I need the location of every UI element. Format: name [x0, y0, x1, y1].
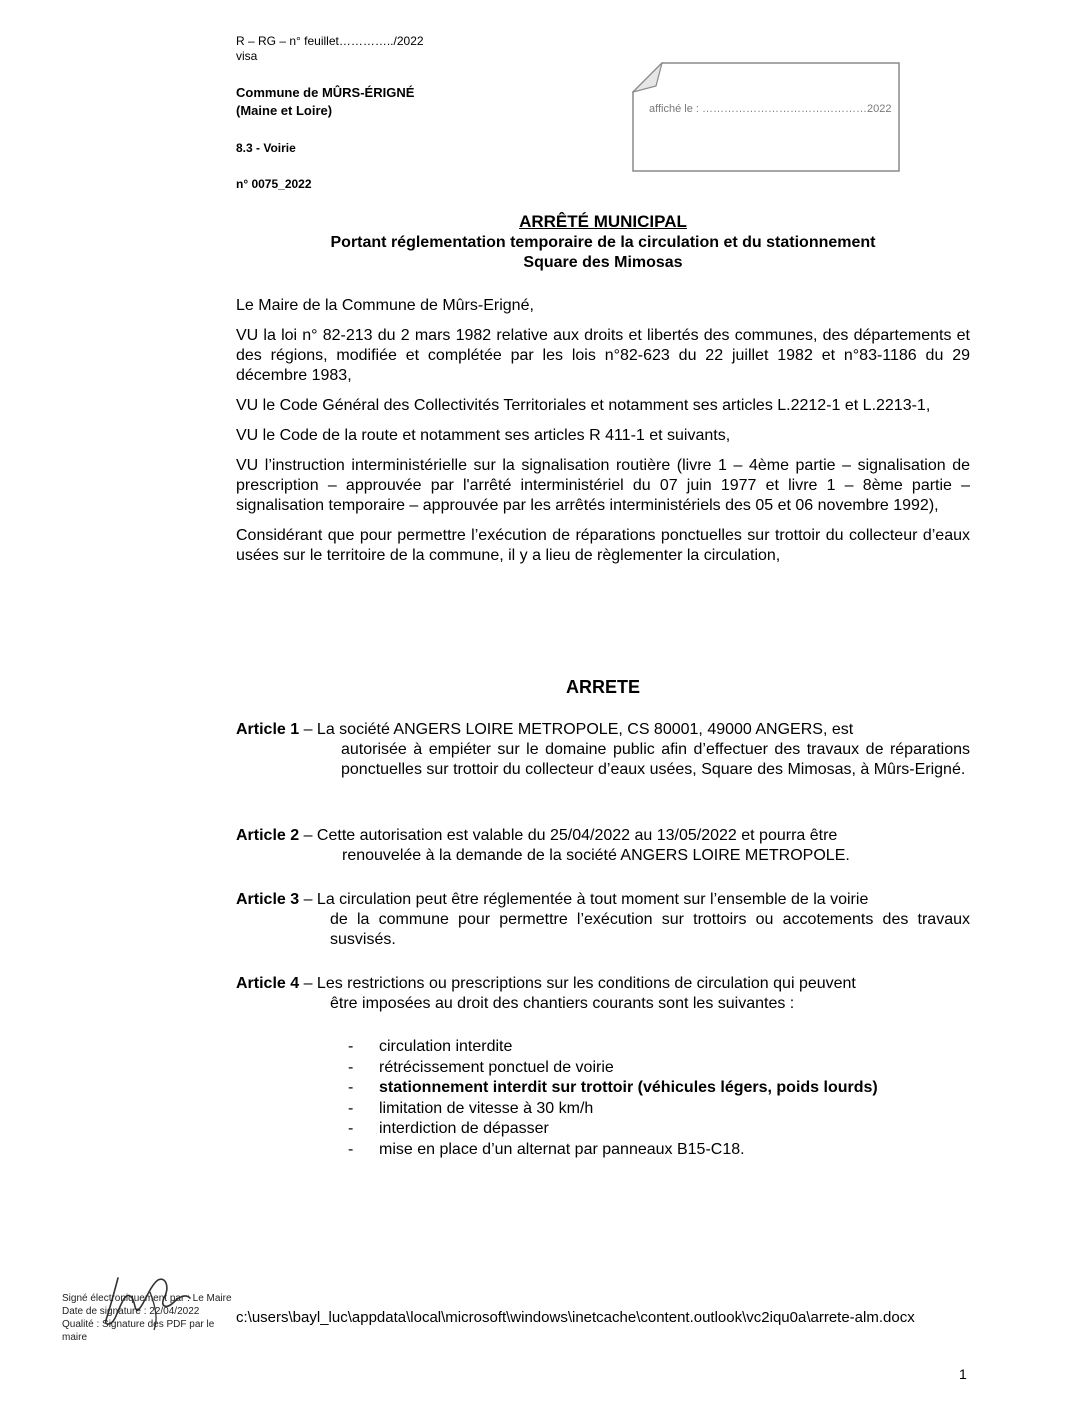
- arrete-number: n° 0075_2022: [236, 177, 312, 191]
- article-2: [236, 826, 970, 866]
- article-text: être imposées au droit des chantiers courants sont les suivantes :: [330, 995, 795, 1012]
- list-item: - interdiction de dépasser: [348, 1120, 549, 1137]
- signature-signer: Signé électroniquement par : Le Maire: [62, 1293, 232, 1304]
- reference-line: R – RG – n° feuillet…………../2022: [236, 34, 424, 48]
- document-location: Square des Mimosas: [523, 254, 683, 271]
- preamble-paragraph: VU le Code Général des Collectivités Territoriales et notamment ses articles L.2212-1 et L.2213-1,: [236, 397, 931, 414]
- article-text: – La société ANGERS LOIRE METROPOLE, CS 80001, 49000 ANGERS, est: [299, 721, 854, 738]
- file-path: c:\users\bayl_luc\appdata\local\microsoft\windows\inetcache\content.outlook\vc2iqu0a\arrete-alm.docx: [236, 1309, 915, 1326]
- article-heading: Article 2: [236, 827, 300, 844]
- arrete-heading: ARRETE: [565, 677, 640, 697]
- page-number: 1: [959, 1366, 967, 1382]
- list-item: - circulation interdite: [348, 1038, 513, 1055]
- preamble-paragraph: Considérant que pour permettre l’exécution de réparations ponctuelles sur trottoir du collecteur d’eaux usées sur le territoire de la commune, il y a lieu de règlementer la circulation,: [236, 527, 970, 564]
- posting-date-label: affiché le : ………………………………………2022: [649, 103, 892, 115]
- article-heading: Article 4: [236, 975, 300, 992]
- preamble-paragraph: VU la loi n° 82-213 du 2 mars 1982 relative aux droits et libertés des communes, des départements et des régions, modifiée et complétée par les lois n°82-623 du 22 juillet 1982 et n°83-1186 du 29 décembre 1983,: [236, 327, 970, 384]
- signature-quality: Qualité : Signature des PDF par le maire: [62, 1319, 215, 1343]
- document-subtitle: Portant réglementation temporaire de la circulation et du stationnement: [330, 234, 876, 251]
- preamble-paragraph: VU le Code de la route et notamment ses articles R 411-1 et suivants,: [236, 427, 731, 444]
- article-text: renouvelée à la demande de la société ANGERS LOIRE METROPOLE.: [342, 847, 850, 864]
- signature-date: Date de signature : 22/04/2022: [62, 1306, 200, 1317]
- list-item: - limitation de vitesse à 30 km/h: [348, 1099, 594, 1117]
- article-text: de la commune pour permettre l’exécution sur trottoirs ou accotements des travaux susvisés.: [330, 911, 970, 948]
- article-text: – Cette autorisation est valable du 25/04/2022 au 13/05/2022 et pourra être: [299, 827, 838, 844]
- preamble-paragraph: Le Maire de la Commune de Mûrs-Erigné,: [236, 297, 534, 314]
- list-item: - rétrécissement ponctuel de voirie: [348, 1058, 614, 1076]
- article-4: [236, 974, 970, 1014]
- commune-region: (Maine et Loire): [236, 103, 333, 118]
- visa-label: visa: [236, 49, 258, 63]
- list-item: - stationnement interdit sur trottoir (véhicules légers, poids lourds): [348, 1079, 878, 1096]
- article-heading: Article 3: [236, 891, 300, 908]
- commune-block: [236, 84, 414, 120]
- category-label: 8.3 - Voirie: [236, 141, 296, 155]
- document-title-block: [236, 211, 970, 273]
- document-title: ARRÊTÉ MUNICIPAL: [519, 212, 687, 231]
- article-text: – La circulation peut être réglementée à tout moment sur l’ensemble de la voirie: [299, 891, 869, 908]
- electronic-signature-info: [62, 1292, 232, 1344]
- article-text: autorisée à empiéter sur le domaine public afin d’effectuer des travaux de réparations ponctuelles sur trottoir du collecteur d’eaux usées, Square des Mimosas, à Mûrs-Erigné.: [341, 741, 970, 778]
- article-heading: Article 1: [236, 721, 300, 738]
- restrictions-list: [348, 1037, 878, 1160]
- article-3: [236, 890, 970, 950]
- preamble: [236, 296, 970, 576]
- article-text: – Les restrictions ou prescriptions sur les conditions de circulation qui peuvent: [299, 975, 856, 992]
- list-item: - mise en place d’un alternat par panneaux B15-C18.: [348, 1140, 745, 1158]
- commune-name: Commune de MÛRS-ÉRIGNÉ: [236, 85, 415, 100]
- posting-stamp-box: [632, 62, 900, 172]
- article-1: [236, 720, 970, 780]
- preamble-paragraph: VU l’instruction interministérielle sur la signalisation routière (livre 1 – 4ème partie – signalisation de prescription – approuvée par l'arrêté interministériel du 07 juin 1977 et livre 1 – 8ème partie – signalisation temporaire – approuvée par les arrêtés interministériels des 05 et 06 novembre 1992),: [236, 457, 970, 514]
